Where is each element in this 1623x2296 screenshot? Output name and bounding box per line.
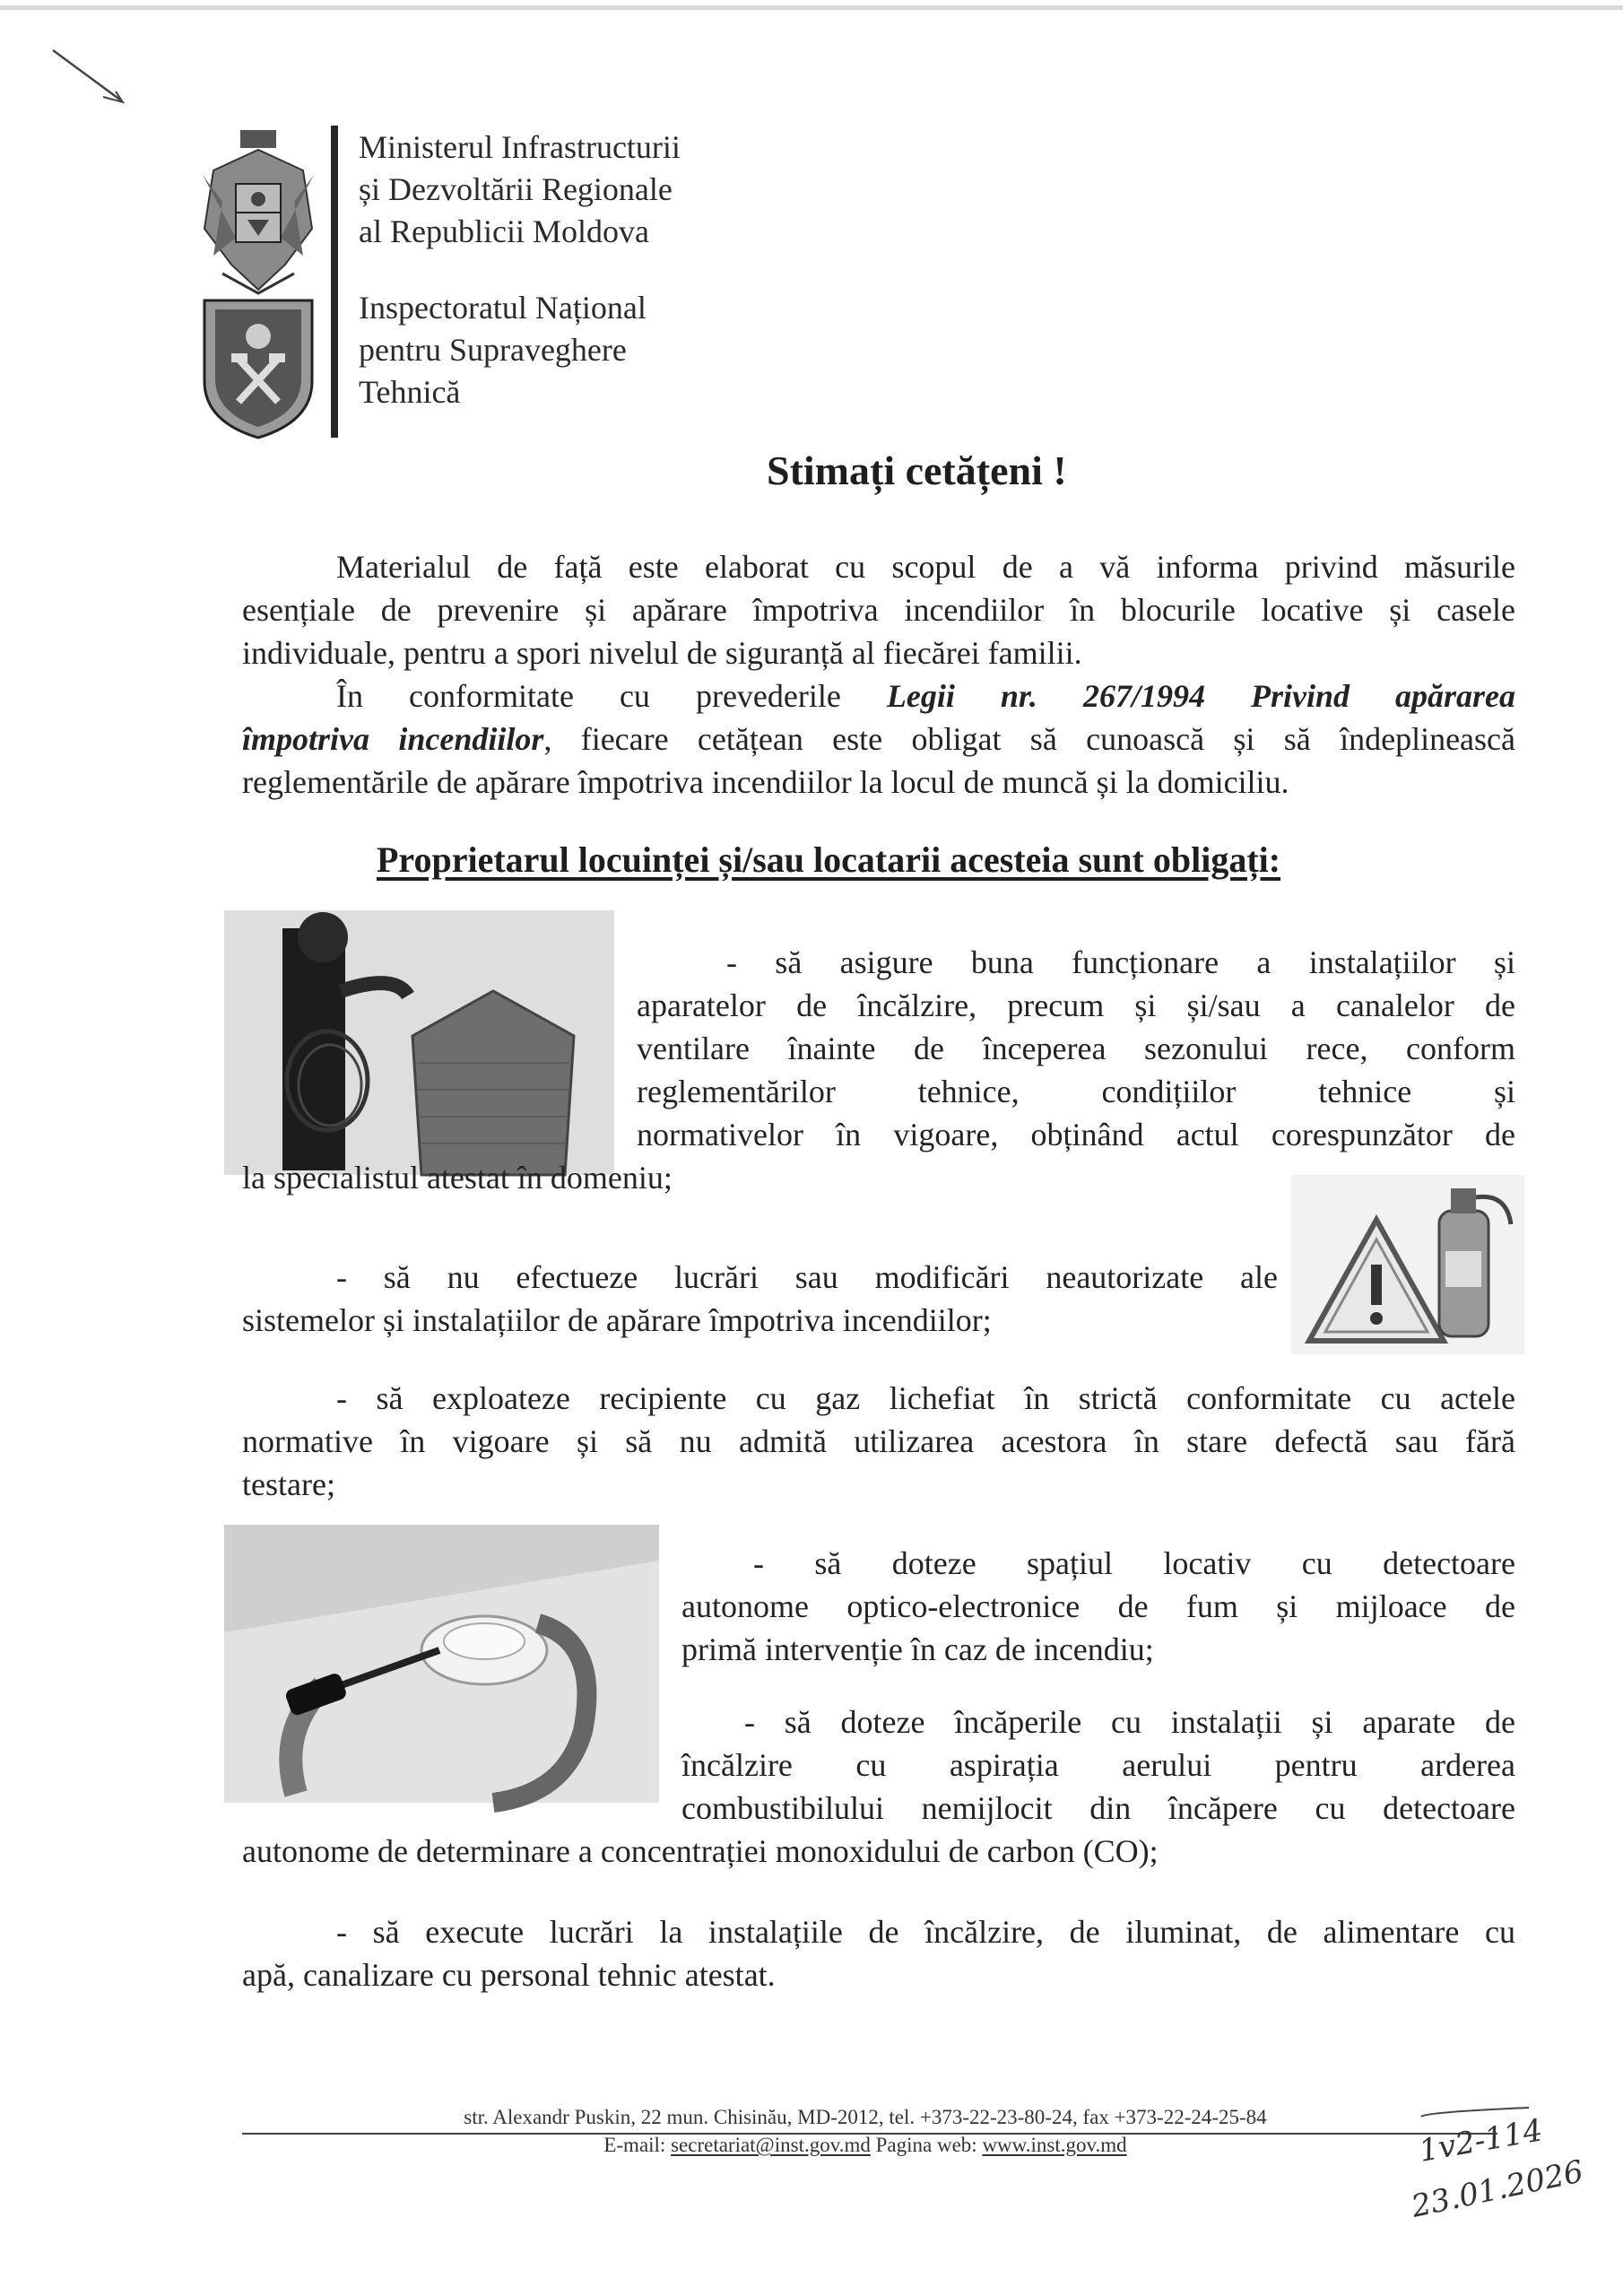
- obligation-smoke-detectors: [681, 1542, 1515, 1671]
- web-label: Pagina web:: [875, 2134, 977, 2156]
- text-line: - să execute lucrări la instalațiile de încălzire, de iluminat, de alimentare cu: [336, 1914, 1515, 1950]
- page-title: Stimați cetățeni !: [767, 448, 1067, 493]
- text-line: esențiale de prevenire și apărare împotriva incendiilor în blocurile locative și casele: [242, 592, 1515, 628]
- corner-mark-icon: [49, 45, 130, 108]
- text-line: - să nu efectueze lucrări sau modificări neautorizate ale: [336, 1259, 1278, 1295]
- obligation-no-modifications: [242, 1256, 1278, 1342]
- website-link[interactable]: www.inst.gov.md: [982, 2134, 1127, 2156]
- law-title: împotriva incendiilor: [242, 721, 544, 757]
- text-line: reglementărilor tehnice, condițiilor tehnice și: [637, 1074, 1515, 1109]
- text-line: sistemelor și instalațiilor de apărare împotriva incendiilor;: [242, 1302, 992, 1338]
- obligation-lpg-cylinders: [242, 1377, 1515, 1506]
- footer-contacts: [242, 2134, 1488, 2157]
- inspectorate-line: Tehnică: [359, 374, 461, 410]
- text-line: la specialistul atestat în domeniu;: [242, 1160, 673, 1196]
- ministry-name: [359, 126, 681, 253]
- text-line: aparatelor de încălzire, precum și și/sau a canalelor de: [637, 987, 1515, 1023]
- intro-paragraph: [242, 545, 1515, 804]
- text-fragment: , fiecare cetățean este obligat să cunoască și să îndeplinească: [543, 721, 1516, 757]
- text-line: individuale, pentru a spori nivelul de siguranță al fiecărei familii.: [242, 635, 1082, 671]
- fire-extinguisher-warning-icon: [1291, 1175, 1524, 1354]
- text-line: primă intervenție în caz de incendiu;: [681, 1631, 1154, 1667]
- text-line: - să exploateze recipiente cu gaz lichefiat în strictă conformitate cu actele: [336, 1380, 1515, 1416]
- law-reference-line: [242, 718, 1515, 761]
- footer-address: str. Alexandr Puskin, 22 mun. Chisinău, MD-2012, tel. +373-22-23-80-24, fax +373-22-24-25-84: [464, 2106, 1267, 2128]
- ministry-line: al Republicii Moldova: [359, 213, 649, 249]
- email-link[interactable]: secretariat@inst.gov.md: [671, 2134, 871, 2156]
- text-line: apă, canalizare cu personal tehnic atestat.: [242, 1957, 776, 1993]
- ministry-line: și Dezvoltării Regionale: [359, 171, 673, 207]
- text-fragment: În conformitate cu prevederile: [336, 678, 841, 714]
- section-heading: Proprietarul locuinței și/sau locatarii acesteia sunt obligați:: [377, 839, 1281, 880]
- text-line: - să doteze spațiul locativ cu detectoare: [753, 1545, 1515, 1581]
- text-line: normative în vigoare și să nu admită utilizarea acestora în stare defectă sau fără: [242, 1423, 1515, 1459]
- text-line: autonome optico-electronice de fum și mijloace de: [681, 1588, 1515, 1624]
- inspectorate-emblem-icon: [195, 296, 321, 439]
- obligation-certified-personnel: [242, 1910, 1515, 1996]
- inspectorate-line: Inspectoratul Național: [359, 290, 647, 326]
- text-line: autonome de determinare a concentrației monoxidului de carbon (CO);: [242, 1833, 1159, 1869]
- text-line: - să asigure buna funcționare a instalațiilor și: [726, 944, 1515, 980]
- registration-number: 1v2-114: [1416, 2112, 1546, 2170]
- text-line: testare;: [242, 1466, 335, 1502]
- text-line: ventilare înainte de începerea sezonului rece, conform: [637, 1031, 1515, 1066]
- obligation-co-detectors: [242, 1700, 1515, 1873]
- law-title: Legii nr. 267/1994 Privind apărarea: [886, 678, 1516, 714]
- inspectorate-line: pentru Supraveghere: [359, 332, 627, 368]
- inspectorate-name: [359, 287, 647, 413]
- text-line: - să doteze încăperile cu instalații și aparate de: [744, 1704, 1515, 1740]
- text-line: încălzire cu aspirația aerului pentru arderea: [681, 1747, 1515, 1783]
- scan-edge: [0, 5, 1623, 10]
- obligation-heating: [242, 941, 1515, 1199]
- header-divider: [331, 126, 338, 438]
- handwritten-registration-mark: [1394, 2108, 1587, 2233]
- text-line: combustibilului nemijlocit din încăpere cu detectoare: [681, 1790, 1515, 1826]
- text-line: Materialul de față este elaborat cu scopul de a vă informa privind măsurile: [336, 549, 1515, 585]
- law-reference-line: [242, 674, 1515, 718]
- moldova-coat-of-arms-icon: [195, 130, 321, 296]
- email-label: E-mail:: [603, 2134, 666, 2156]
- ministry-line: Ministerul Infrastructurii: [359, 129, 681, 165]
- text-line: normativelor în vigoare, obținând actul corespunzător de: [637, 1117, 1515, 1152]
- registration-date: 23.01.2026: [1408, 2153, 1587, 2225]
- text-line: reglementările de apărare împotriva incendiilor la locul de muncă și la domiciliu.: [242, 764, 1289, 800]
